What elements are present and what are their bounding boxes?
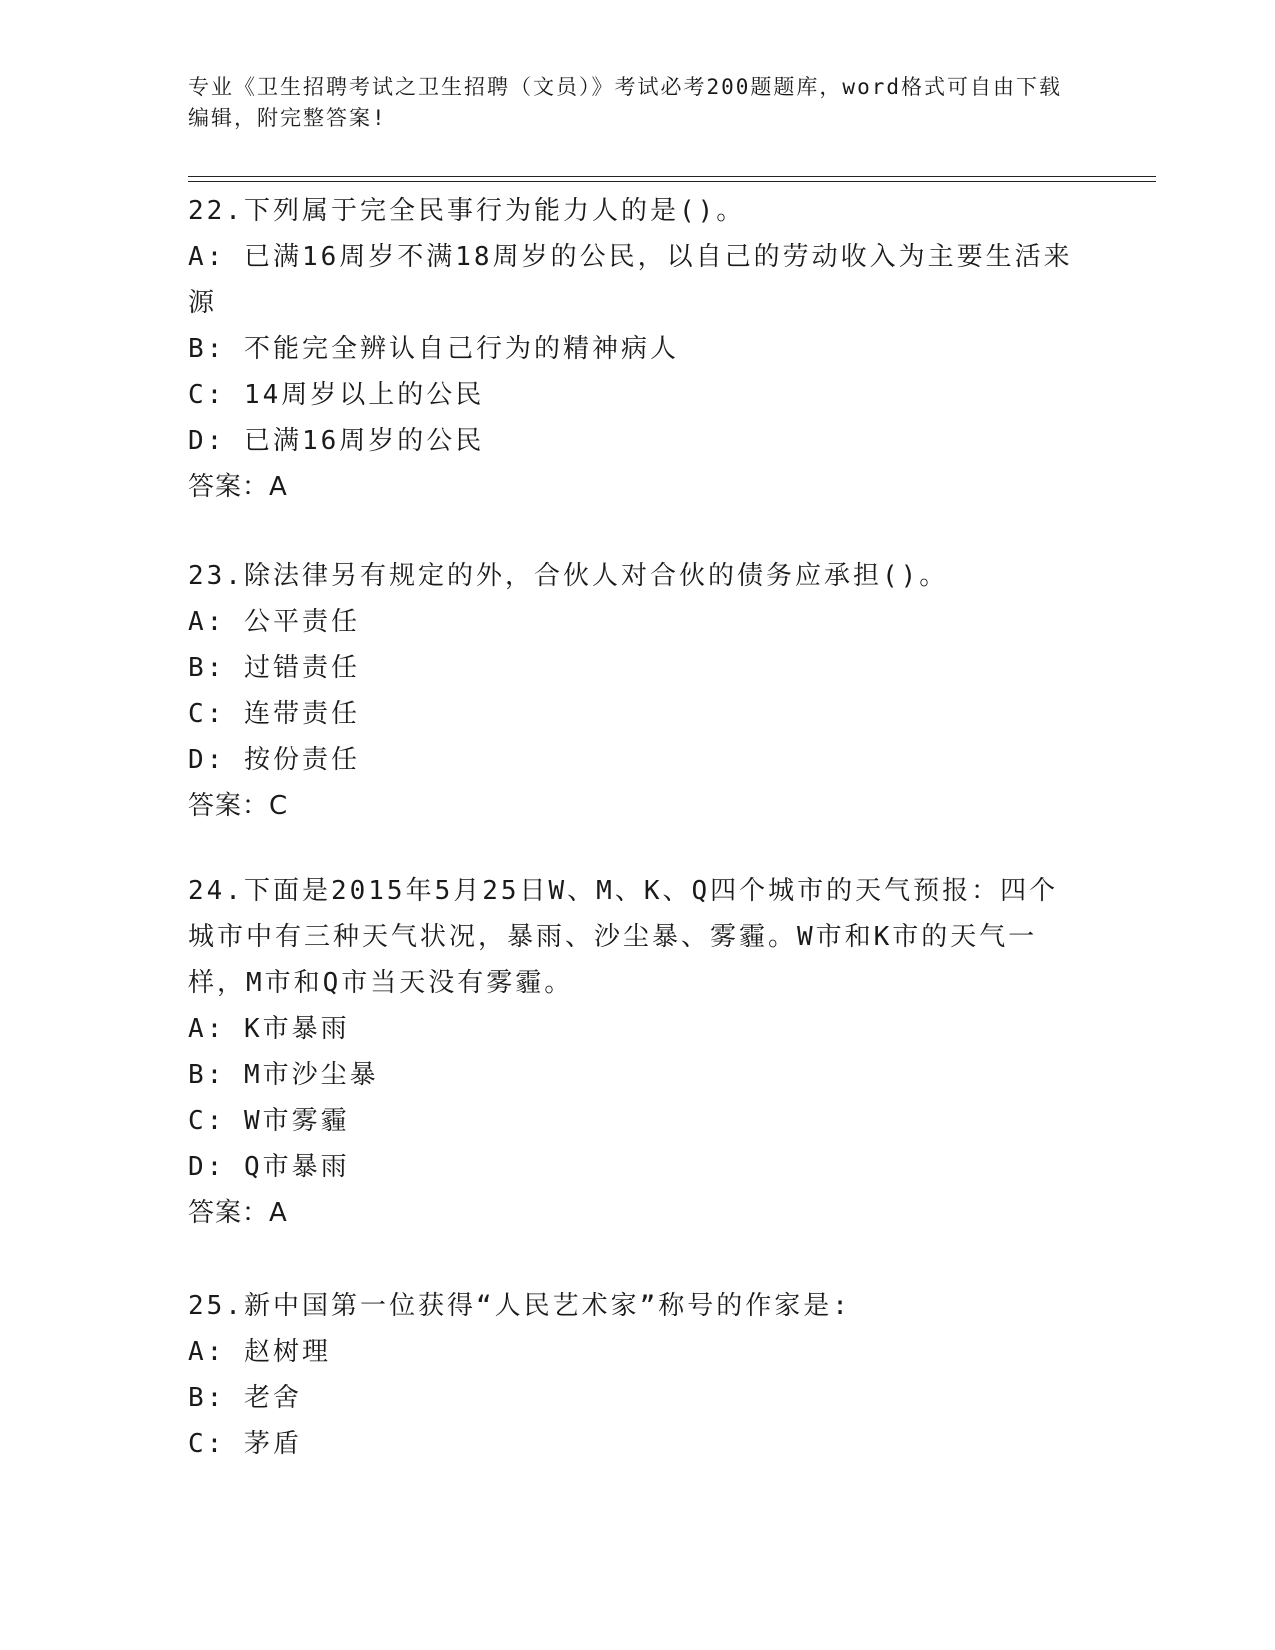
question-stem: 22.下列属于完全民事行为能力人的是()。: [188, 196, 746, 226]
question-25: [188, 1283, 1088, 1467]
option-a: A: K市暴雨: [188, 1014, 350, 1044]
option-b: B: 过错责任: [188, 653, 360, 683]
option-a: A: 赵树理: [188, 1337, 331, 1367]
option-d: D: Q市暴雨: [188, 1152, 350, 1182]
option-c: C: 茅盾: [188, 1429, 302, 1459]
option-c: C: 连带责任: [188, 699, 360, 729]
option-c: C: 14周岁以上的公民: [188, 380, 485, 410]
question-stem: 23.除法律另有规定的外，合伙人对合伙的债务应承担()。: [188, 561, 949, 591]
question-24: [188, 868, 1088, 1236]
question-stem: 24.下面是2015年5月25日W、M、K、Q四个城市的天气预报：四个城市中有三种天气状况，暴雨、沙尘暴、雾霾。W市和K市的天气一样，M市和Q市当天没有雾霾。: [188, 876, 1059, 998]
option-b: B: 老舍: [188, 1383, 302, 1413]
option-d: D: 已满16周岁的公民: [188, 426, 485, 456]
header-divider-top: [188, 176, 1156, 177]
answer: 答案：A: [188, 1198, 288, 1228]
option-b: B: 不能完全辨认自己行为的精神病人: [188, 334, 679, 364]
answer: 答案：C: [188, 791, 289, 821]
question-23: [188, 553, 1088, 829]
answer: 答案：A: [188, 472, 288, 502]
header-divider-bottom: [188, 181, 1156, 182]
document-intro: 专业《卫生招聘考试之卫生招聘（文员）》考试必考200题题库，word格式可自由下载编辑，附完整答案!: [188, 75, 1062, 130]
option-b: B: M市沙尘暴: [188, 1060, 379, 1090]
question-22: [188, 188, 1088, 510]
option-a: A: 已满16周岁不满18周岁的公民，以自己的劳动收入为主要生活来源: [188, 242, 1073, 318]
option-a: A: 公平责任: [188, 607, 360, 637]
question-stem: 25.新中国第一位获得“人民艺术家”称号的作家是:: [188, 1291, 851, 1321]
option-c: C: W市雾霾: [188, 1106, 350, 1136]
option-d: D: 按份责任: [188, 745, 360, 775]
